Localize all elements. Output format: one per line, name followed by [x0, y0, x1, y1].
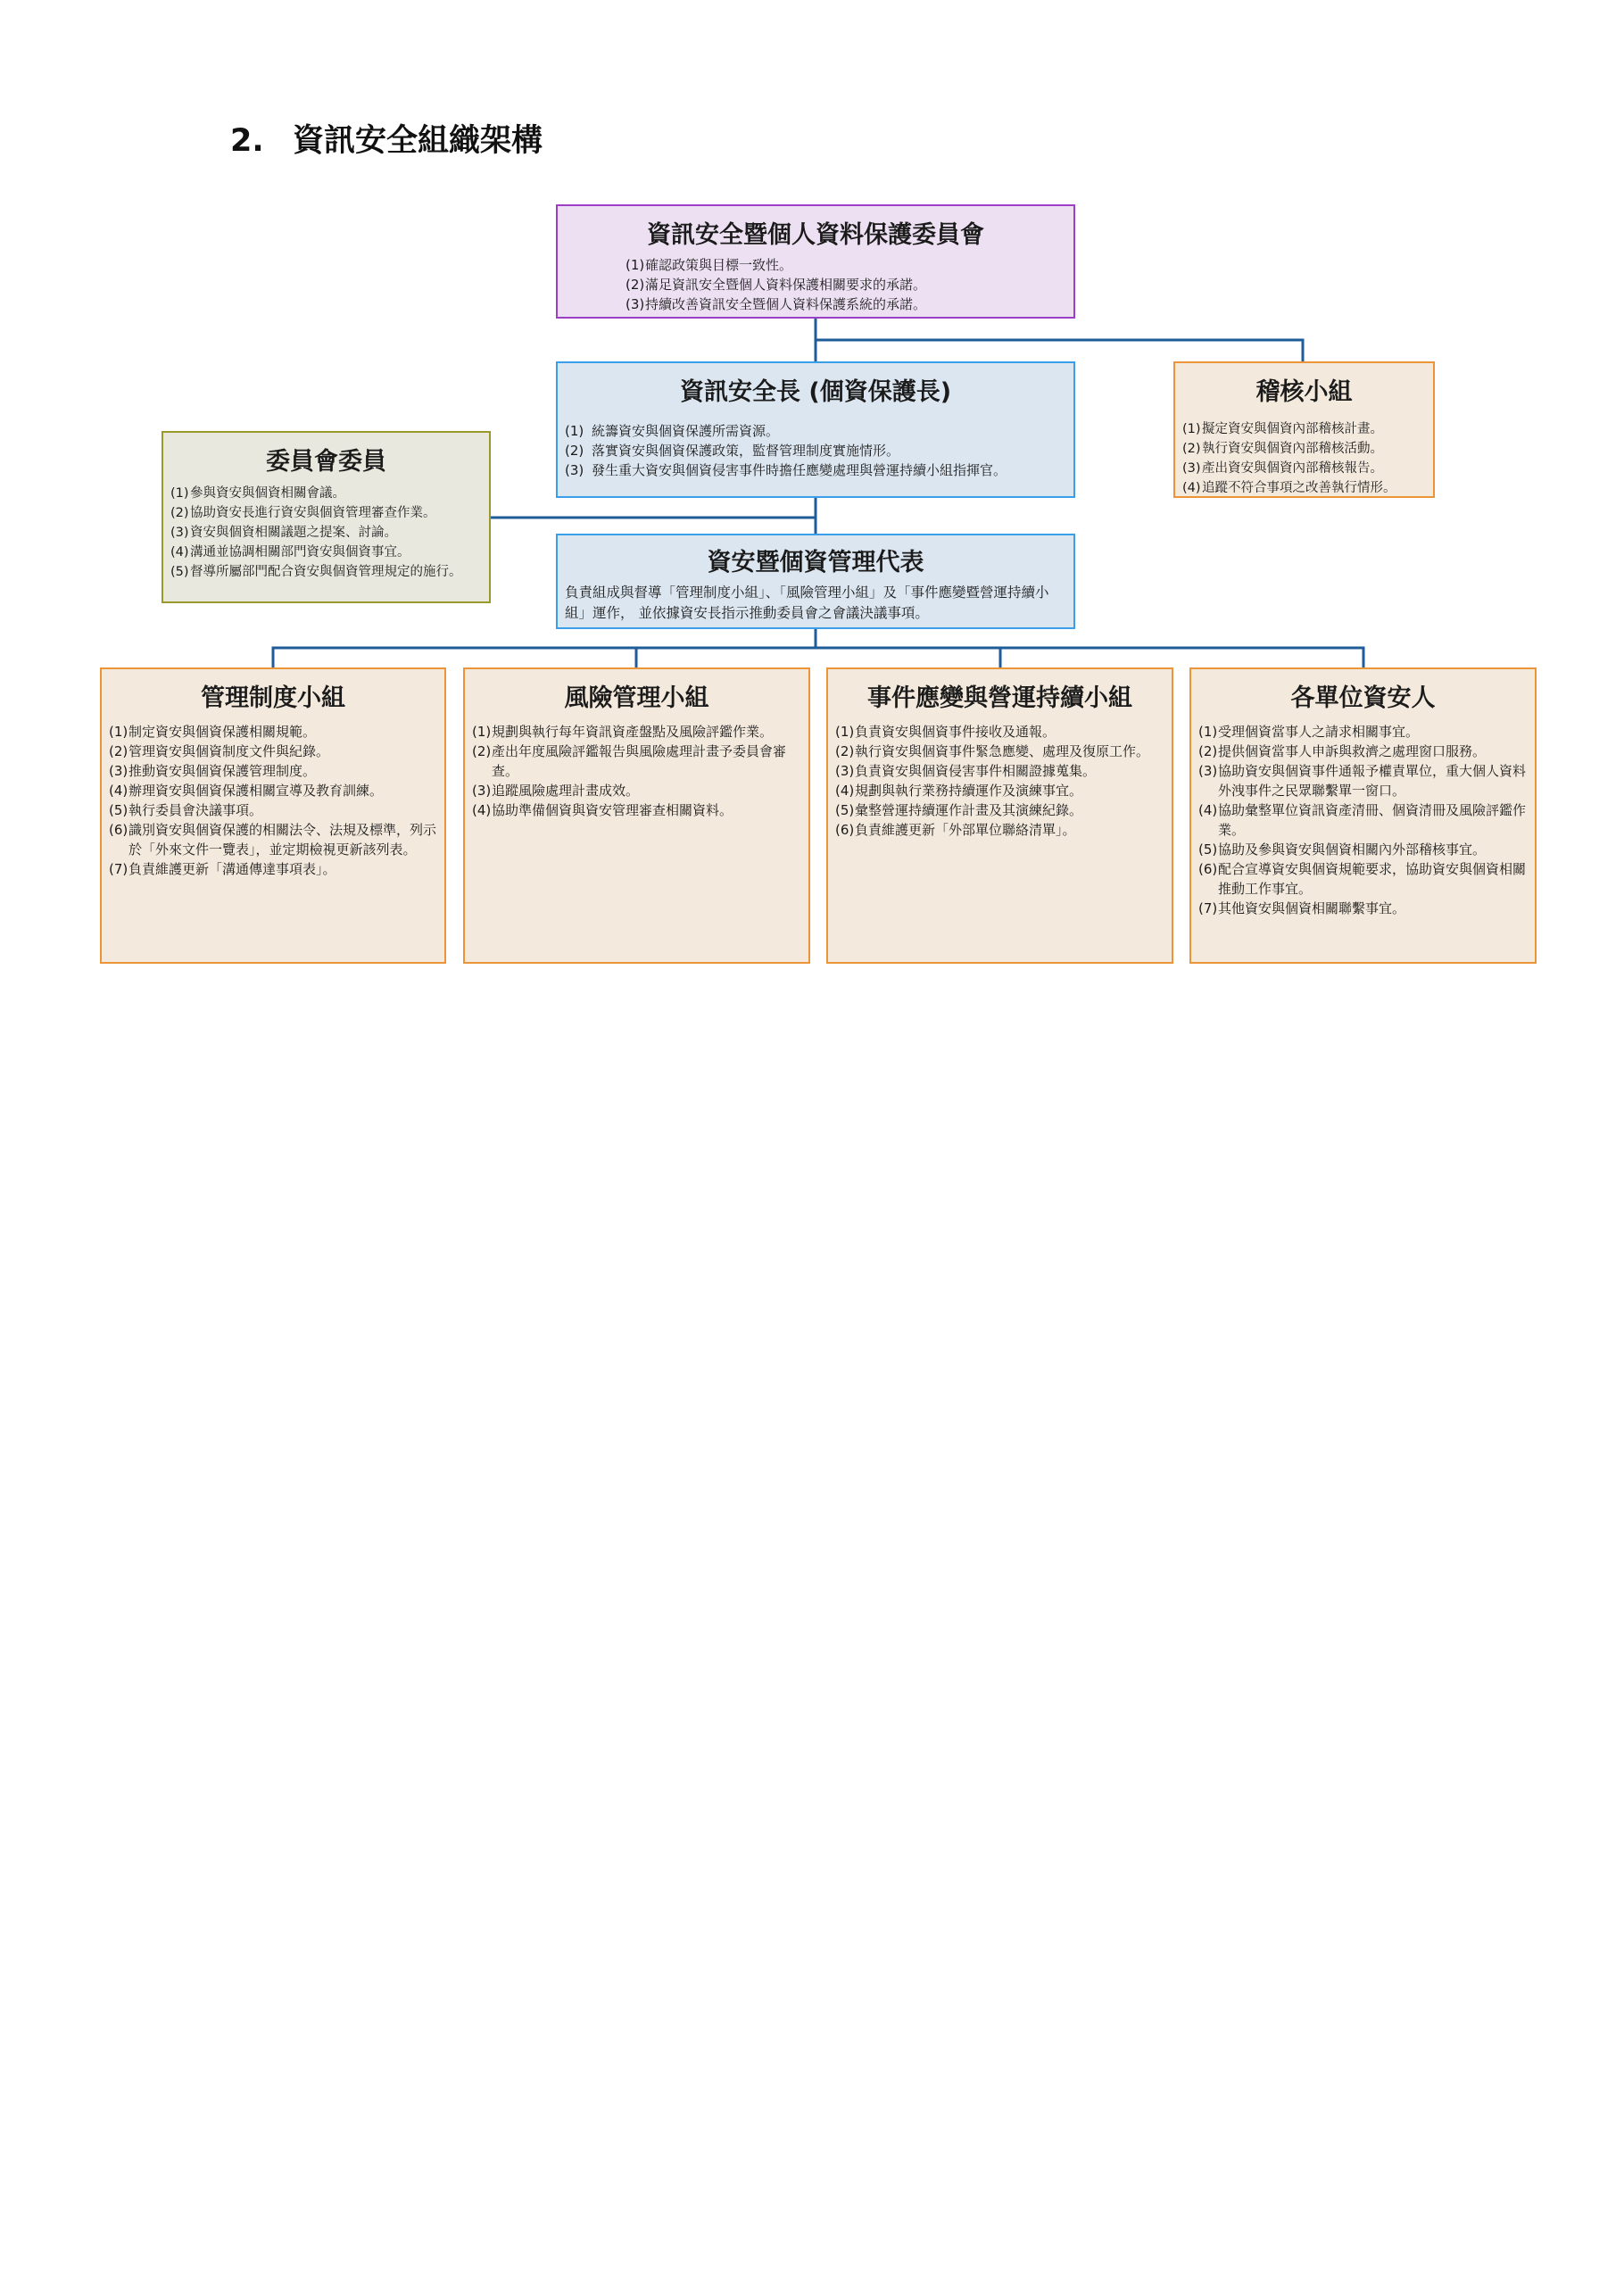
list-item: (3)負責資安與個資侵害事件相關證據蒐集。: [835, 763, 1097, 779]
list-item: (3)協助資安與個資事件通報予權責單位，重大個人資料外洩事件之民眾聯繫單一窗口。: [1198, 763, 1527, 799]
representative-title: 資安暨個資管理代表: [707, 549, 924, 576]
section-number: 2.: [230, 123, 264, 159]
list-item: (4)協助準備個資與資安管理審查相關資料。: [472, 802, 733, 818]
list-item: (2)執行資安與個資內部稽核活動。: [1182, 442, 1383, 456]
group-title: 管理制度小組: [201, 684, 345, 712]
list-item: (4)規劃與執行業務持續運作及演練事宜。: [835, 783, 1083, 799]
list-item: (1)受理個資當事人之請求相關事宜。: [1198, 724, 1420, 740]
list-item: (5)彙整營運持續運作計畫及其演練紀錄。: [835, 802, 1083, 818]
list-item: (2)協助資安長進行資安與個資管理審查作業。: [170, 506, 436, 520]
group-box-unit-officers: [1189, 667, 1537, 964]
group-box-management: [100, 667, 446, 964]
list-item: (2)產出年度風險評鑑報告與風險處理計畫予委員會審查。: [472, 743, 787, 779]
group-list: [835, 722, 1164, 840]
members-list: [170, 484, 482, 582]
list-item: (1)負責資安與個資事件接收及通報。: [835, 724, 1056, 740]
list-item: (1)規劃與執行每年資訊資產盤點及風險評鑑作業。: [472, 724, 774, 740]
ciso-list: [565, 421, 1066, 480]
list-item: (4)辦理資安與個資保護相關宣導及教育訓練。: [109, 783, 384, 799]
representative-desc: 負責組成與督導「管理制度小組」、「風險管理小組」及「事件應變暨營運持續小組」運作， 並依據資安長指示推動委員會之會議決議事項。: [565, 584, 1049, 621]
list-item: (3) 發生重大資安與個資侵害事件時擔任應變處理與營運持續小組指揮官。: [565, 462, 1007, 478]
list-item: (3)持續改善資訊安全暨個人資料保護系統的承諾。: [626, 296, 927, 312]
list-item: (4)追蹤不符合事項之改善執行情形。: [1182, 481, 1396, 495]
group-box-risk: [463, 667, 810, 964]
committee-box: [556, 204, 1075, 319]
list-item: (1)擬定資安與個資內部稽核計畫。: [1182, 422, 1383, 436]
group-title: 各單位資安人: [1290, 684, 1436, 712]
audit-box: [1173, 361, 1435, 498]
list-item: (2)管理資安與個資制度文件與紀錄。: [109, 743, 330, 759]
list-item: (5)督導所屬部門配合資安與個資管理規定的施行。: [170, 565, 462, 579]
members-box: [162, 431, 491, 603]
group-box-incident: [826, 667, 1173, 964]
list-item: (5)執行委員會決議事項。: [109, 802, 263, 818]
list-item: (5)協助及參與資安與個資相關內外部稽核事宜。: [1198, 841, 1487, 858]
list-item: (3)產出資安與個資內部稽核報告。: [1182, 461, 1383, 476]
list-item: (3)推動資安與個資保護管理制度。: [109, 763, 317, 779]
section-title: 資訊安全組織架構: [293, 123, 543, 159]
list-item: (1) 統籌資安與個資保護所需資源。: [565, 423, 780, 439]
list-item: (6)負責維護更新「外部單位聯絡清單」。: [835, 822, 1076, 838]
list-item: (2)提供個資當事人申訴與救濟之處理窗口服務。: [1198, 743, 1487, 759]
list-item: (3)追蹤風險處理計畫成效。: [472, 783, 640, 799]
list-item: (2)執行資安與個資事件緊急應變、處理及復原工作。: [835, 743, 1150, 759]
list-item: (6)配合宣導資安與個資規範要求，協助資安與個資相關推動工作事宜。: [1198, 861, 1527, 897]
committee-title: 資訊安全暨個人資料保護委員會: [647, 221, 984, 249]
representative-box: [556, 534, 1075, 629]
group-list: [109, 722, 437, 879]
connector-groups-bus: [273, 648, 1363, 667]
ciso-box: [556, 361, 1075, 498]
list-item: (6)識別資安與個資保護的相關法令、法規及標準，列示於「外來文件一覽表」，並定期檢視更新該列表。: [109, 822, 437, 858]
list-item: (4)溝通並協調相關部門資安與個資事宜。: [170, 545, 410, 559]
group-title: 風險管理小組: [564, 684, 709, 712]
list-item: (7)其他資安與個資相關聯繫事宜。: [1198, 900, 1406, 916]
audit-title: 稽核小組: [1255, 378, 1353, 406]
group-list: [1198, 722, 1528, 918]
list-item: (4)協助彙整單位資訊資產清冊、個資清冊及風險評鑑作業。: [1198, 802, 1527, 838]
list-item: (1)制定資安與個資保護相關規範。: [109, 724, 317, 740]
audit-list: [1182, 419, 1426, 498]
list-item: (1)參與資安與個資相關會議。: [170, 486, 345, 501]
list-item: (1)確認政策與目標一致性。: [626, 257, 793, 273]
members-title: 委員會委員: [266, 448, 386, 476]
list-item: (3)資安與個資相關議題之提案、討論。: [170, 526, 397, 540]
ciso-title: 資訊安全長 (個資保護長): [679, 378, 952, 406]
group-list: [472, 722, 801, 820]
connector-audit: [816, 340, 1303, 361]
list-item: (7)負責維護更新「溝通傳達事項表」。: [109, 861, 336, 877]
list-item: (2) 落實資安與個資保護政策，監督管理制度實施情形。: [565, 443, 900, 459]
committee-list: [626, 255, 1066, 314]
list-item: (2)滿足資訊安全暨個人資料保護相關要求的承諾。: [626, 277, 927, 293]
group-title: 事件應變與營運持續小組: [867, 684, 1132, 712]
